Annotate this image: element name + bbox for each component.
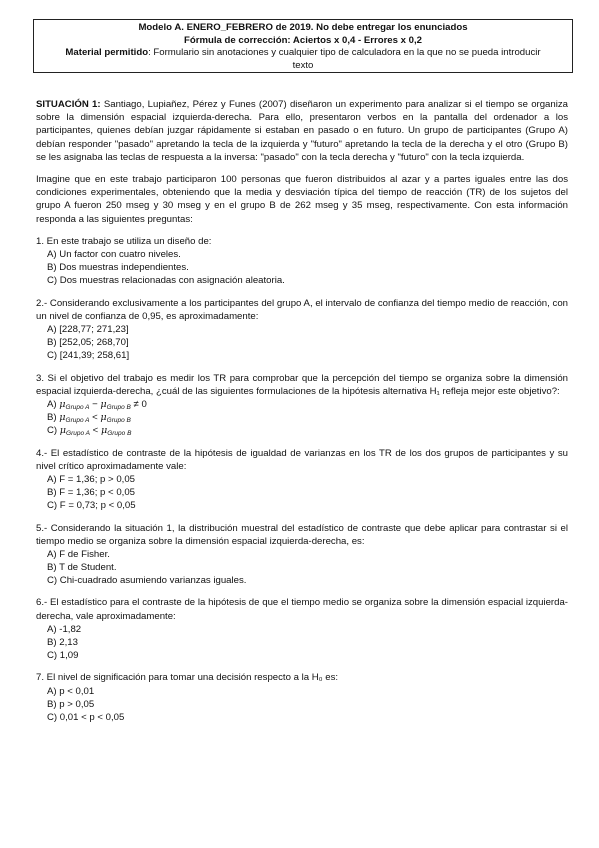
option-letter: C) [47,350,58,362]
header-formula-line: Fórmula de corrección: Aciertos x 0,4 - Errores x 0,2 [184,34,422,46]
option-text: Chi-cuadrado asumiendo varianzas iguales. [57,575,247,587]
math-operator: < [89,412,101,424]
answer-option-marked[interactable] [36,473,568,486]
answer-option[interactable] [36,398,568,411]
answer-option-marked[interactable] [36,349,568,362]
option-letter: A) [47,473,57,485]
math-mu: μ [100,412,107,424]
situation-label: SITUACIÓN 1: [36,99,101,110]
option-letter: C) [47,275,58,287]
option-letter: B) [47,337,57,349]
answer-options [36,473,568,513]
question-3 [36,372,568,438]
answer-option-marked[interactable] [36,261,568,274]
math-subscript: Grupo B [107,430,132,438]
exam-header-box [33,19,573,73]
option-letter: A) [47,249,57,261]
option-letter: B) [47,487,57,499]
question-stem: 4.- El estadístico de contraste de la hipótesis de igualdad de varianzas en los TR de los dos grupos de participantes y su nivel crítico aproximadamente vale: [36,447,568,472]
option-letter: A) [47,623,57,635]
option-letter: B) [47,412,57,424]
answer-option[interactable] [36,548,568,561]
question-5 [36,522,568,588]
answer-option[interactable] [36,486,568,499]
answer-option[interactable] [36,685,568,698]
option-text: -1,82 [56,623,82,635]
header-material-line [34,47,572,60]
option-letter: B) [47,698,57,710]
header-model-line: Modelo A. ENERO_FEBRERO de 2019. No debe entregar los enunciados [138,22,468,33]
question-stem: 2.- Considerando exclusivamente a los participantes del grupo A, el intervalo de confianza del tiempo medio de reacción, con un nivel de confianza de 0,95, es aproximadamente: [36,297,568,322]
answer-option[interactable] [36,248,568,261]
answer-option[interactable] [36,336,568,349]
option-text: F = 0,73; p < 0,05 [57,500,136,512]
answer-option[interactable] [36,499,568,512]
option-letter: C) [47,712,58,724]
option-text: 1,09 [57,650,79,662]
option-letter: C) [47,425,58,437]
option-letter: A) [47,685,57,697]
header-material-label: Material permitido [65,47,149,58]
math-subscript: Grupo B [106,417,131,425]
option-letter: B) [47,562,57,574]
math-subscript: Grupo A [66,430,91,438]
option-text: F = 1,36; p < 0,05 [56,487,135,499]
option-text: 0,01 < p < 0,05 [57,712,125,724]
math-tail: ≠ 0 [130,398,147,410]
option-text: p < 0,01 [56,685,95,697]
question-stem: 7. El nivel de significación para tomar una decisión respecto a la H₀ es: [36,672,339,684]
answer-option[interactable] [36,649,568,662]
answer-option-marked[interactable] [36,623,568,636]
question-stem: 3. Si el objetivo del trabajo es medir los TR para comprobar que la percepción del tiempo se organiza sobre la dimensión espacial izquierda-derecha, ¿cuál de las siguientes formulaciones de la hipótesis alternativa H₁ refleja mejor este objetivo?: [36,372,568,397]
situation-data-paragraph: Imagine que en este trabajo participaron 100 personas que fueron distribuidos al azar y a partes iguales entre las dos condiciones experimentales, obteniendo que la media y desviación típica del tiempo de reacción (TR) de los sujetos del grupo A fueron 250 mseg y 30 mseg y en el grupo B de 262 mseg y 35 mseg, respectivamente. Con esta información responda a las siguientes preguntas: [36,174,568,225]
option-text: F de Fisher. [56,548,110,560]
answer-option[interactable] [36,574,568,587]
math-subscript: Grupo A [65,403,90,411]
answer-options [36,623,568,663]
answer-option[interactable] [36,698,568,711]
answer-options [36,323,568,363]
option-text: [228,77; 271,23] [56,324,129,335]
answer-option-marked[interactable] [36,411,568,424]
question-2 [36,297,568,363]
answer-option[interactable] [36,274,568,287]
math-mu: μ [100,398,107,410]
question-4 [36,447,568,513]
exam-body [36,98,568,733]
option-text: Dos muestras relacionadas con asignación aleatoria. [57,275,285,287]
answer-options [36,548,568,588]
math-subscript: Grupo B [106,403,131,411]
question-1 [36,235,568,288]
answer-options [36,248,568,288]
option-letter: B) [47,262,57,274]
answer-option[interactable] [36,323,568,336]
option-letter: A) [47,548,57,560]
header-material-line-end: texto [292,59,314,71]
answer-options [36,398,568,438]
math-mu: μ [59,412,66,424]
question-stem: 5.- Considerando la situación 1, la distribución muestral del estadístico de contraste que debe aplicar para contrastar si el tiempo medio se organiza sobre la dimensión espacial izquierda-derecha, es: [36,522,568,547]
option-letter: C) [47,650,58,662]
option-text: [252,05; 268,70] [56,337,129,349]
question-list [36,235,568,724]
option-letter: C) [47,575,58,587]
math-subscript: Grupo A [65,417,90,425]
option-text: Un factor con cuatro niveles. [56,249,181,261]
option-text: [241,39; 258,61] [57,350,130,362]
option-text: p > 0,05 [56,698,95,710]
math-mu: μ [59,398,66,410]
option-letter: A) [47,398,57,410]
option-text: F = 1,36; p > 0,05 [56,473,135,485]
option-text: T de Student. [56,562,117,574]
situation-paragraph [36,98,568,164]
question-6 [36,596,568,662]
answer-option[interactable] [36,424,568,437]
answer-options [36,685,568,725]
answer-option-marked[interactable] [36,561,568,574]
question-stem: 1. En este trabajo se utiliza un diseño de: [36,235,212,247]
option-letter: A) [47,324,57,335]
situation-text: Santiago, Lupiañez, Pérez y Funes (2007) diseñaron un experimento para analizar si el tiempo se organiza sobre la dimensión espacial izquierda-derecha. Para ello, presentaron verbos en la pantalla del ordenador a los participantes, quienes debían juzgar rápidamente si estaban en pasado o en futuro. Un grupo de participantes (Grupo A) debían responder "pasado" apretando la tecla de la izquierda y "futuro" apretando la tecla de la derecha y el otro (Grupo B) se les asignaba las teclas de respuesta a la inversa: "pasado" con la tecla derecha y "futuro" con la tecla izquierda. [36,99,568,163]
math-mu: μ [59,425,67,437]
question-stem: 6.- El estadístico para el contraste de la hipótesis de que el tiempo medio se organiza sobre la dimensión espacial izquierda-derecha, vale aproximadamente: [36,597,568,622]
math-mu: μ [100,425,108,437]
option-text: Dos muestras independientes. [56,262,189,274]
answer-option-marked[interactable] [36,711,568,724]
header-material-text: : Formulario sin anotaciones y cualquier tipo de calculadora en la que no se pueda introducir [148,47,541,58]
math-operator: − [89,398,101,410]
answer-option[interactable] [36,636,568,649]
math-operator: < [90,425,101,437]
option-text: 2,13 [56,637,78,649]
question-7 [36,671,568,724]
option-letter: B) [47,637,57,649]
option-letter: C) [47,500,58,512]
